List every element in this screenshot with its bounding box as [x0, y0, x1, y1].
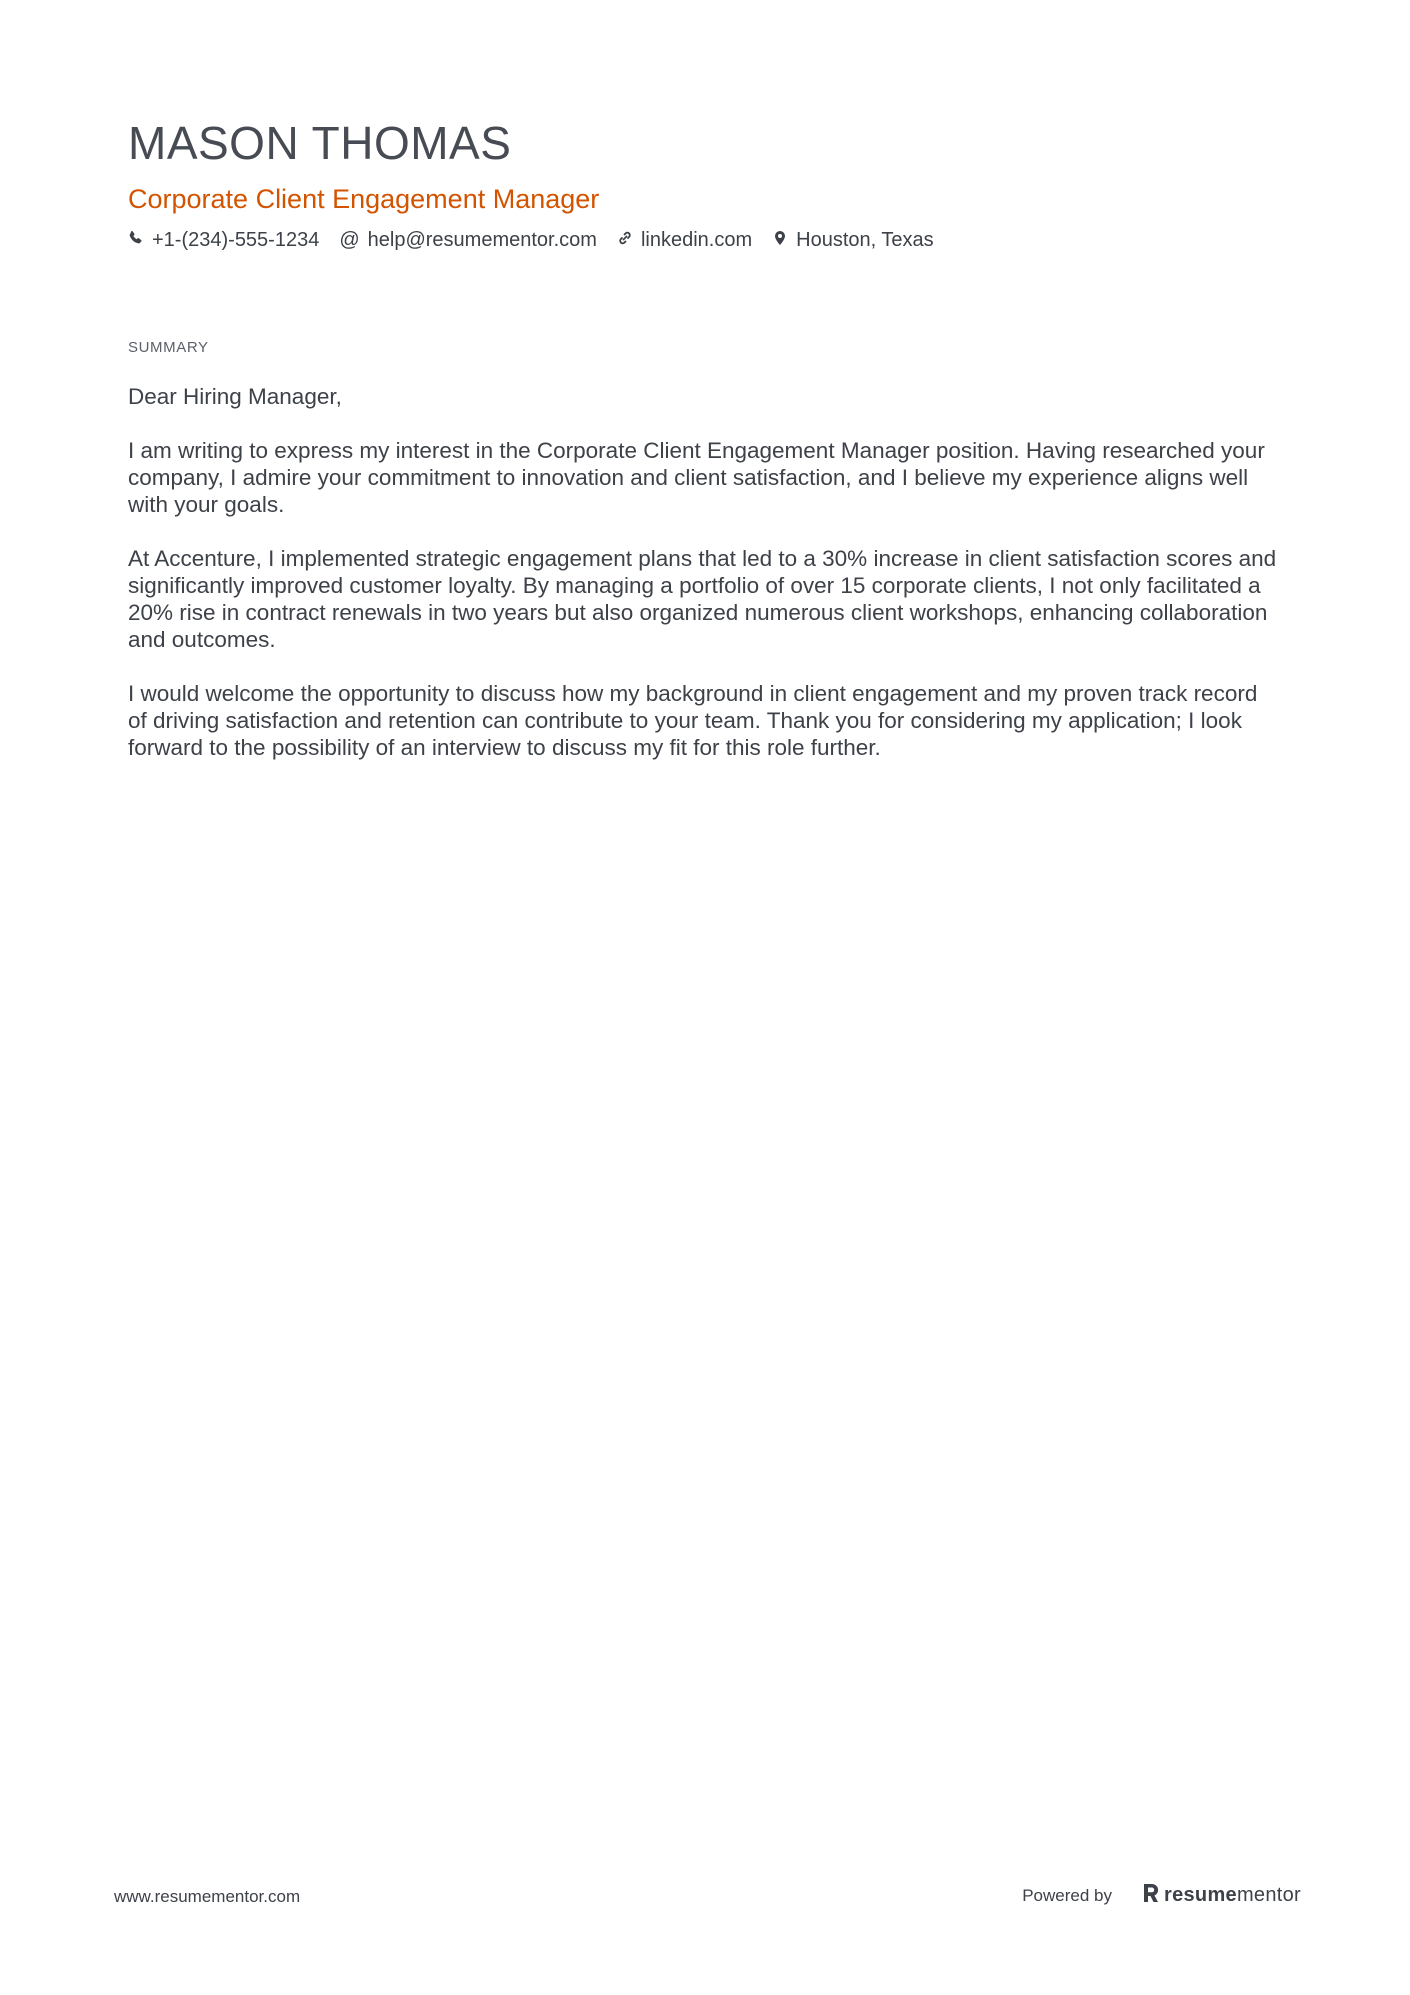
map-pin-icon [772, 226, 788, 254]
section-label-summary: SUMMARY [128, 339, 209, 356]
link-icon [617, 226, 633, 254]
footer-branding [1022, 1882, 1301, 1909]
powered-by-label: Powered by [1022, 1885, 1112, 1905]
letter-paragraph: I would welcome the opportunity to discuss how my background in client engagement and my proven track record of driving satisfaction and retention can contribute to your team. Thank you for considering my application; I look forward to the possibility of an interview to discuss my fit for this role further. [128, 681, 1258, 760]
contact-phone [128, 226, 319, 254]
phone-icon [128, 226, 144, 254]
resumementor-logo[interactable] [1142, 1882, 1301, 1909]
website-link[interactable]: linkedin.com [640, 229, 753, 251]
brand-wordmark [1164, 1884, 1301, 1907]
job-title: Corporate Client Engagement Manager [128, 184, 600, 214]
letter-greeting: Dear Hiring Manager, [128, 384, 342, 409]
contact-website [617, 226, 752, 254]
letter-paragraph: At Accenture, I implemented strategic engagement plans that led to a 30% increase in client satisfaction scores and significantly improved customer loyalty. By managing a portfolio of over 15 corporate clients, I not only facilitated a 20% rise in contract renewals in two years but also organized numerous client workshops, enhancing collaboration and outcomes. [128, 546, 1277, 652]
letter-paragraph: I am writing to express my interest in the Corporate Client Engagement Manager position. Having researched your company, I admire your commitment to innovation and client satisfaction, and I believe my experience aligns well with your goals. [128, 438, 1265, 517]
candidate-name: MASON THOMAS [128, 117, 512, 169]
phone-number: +1-(234)-555-1234 [152, 229, 320, 251]
email-address[interactable]: help@resumementor.com [367, 229, 597, 251]
letter-body [128, 383, 1278, 788]
contact-bar [128, 226, 934, 254]
brand-wordmark-light: mentor [1236, 1884, 1301, 1906]
contact-email [339, 226, 597, 254]
footer-website-link[interactable]: www.resumementor.com [114, 1887, 301, 1906]
resumementor-logo-icon [1142, 1882, 1160, 1909]
contact-location [772, 226, 934, 254]
location-text: Houston, Texas [796, 229, 934, 251]
brand-wordmark-bold: resume [1164, 1884, 1237, 1906]
at-sign-icon: @ [339, 229, 360, 251]
